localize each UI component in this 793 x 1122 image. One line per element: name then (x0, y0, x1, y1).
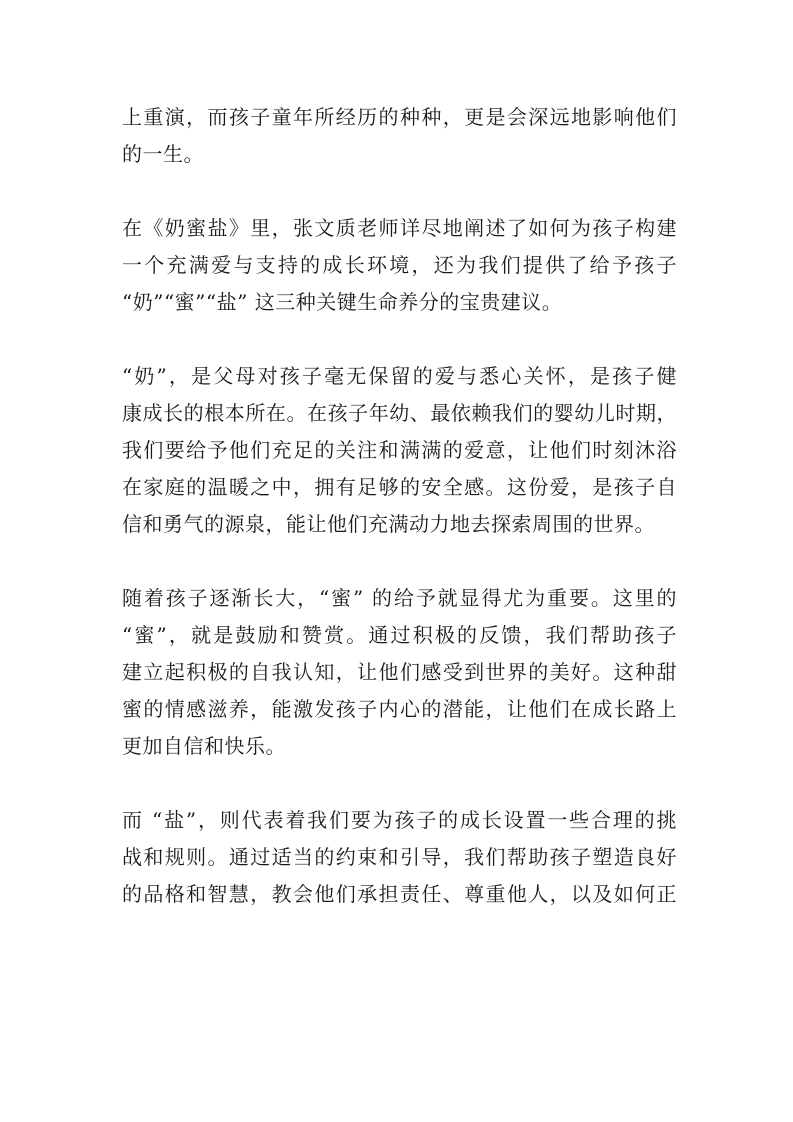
paragraph-1 (122, 99, 677, 173)
paragraph-line: “蜜”，就是鼓励和赞赏。通过积极的反馈，我们帮助孩子 (122, 623, 677, 647)
paragraph-line: 更加自信和快乐。 (122, 734, 286, 758)
paragraph-line: 而 “盐”，则代表着我们要为孩子的成长设置一些合理的挑 (122, 808, 677, 832)
paragraph-line: 康成长的根本所在。在孩子年幼、最依赖我们的婴幼儿时期， (122, 401, 677, 425)
paragraph-line: 的品格和智慧，教会他们承担责任、尊重他人，以及如何正 (122, 882, 677, 906)
paragraph-line: 信和勇气的源泉，能让他们充满动力地去探索周围的世界。 (122, 512, 655, 536)
paragraph-line: 建立起积极的自我认知，让他们感受到世界的美好。这种甜 (122, 660, 677, 684)
paragraph-line: 随着孩子逐渐长大，“蜜” 的给予就显得尤为重要。这里的 (122, 586, 677, 610)
paragraph-4 (122, 580, 677, 765)
paragraph-line: 我们要给予他们充足的关注和满满的爱意，让他们时刻沐浴 (122, 438, 677, 462)
paragraph-line: 在家庭的温暖之中，拥有足够的安全感。这份爱，是孩子自 (122, 475, 677, 499)
paragraph-line: 蜜的情感滋养，能激发孩子内心的潜能，让他们在成长路上 (122, 697, 677, 721)
paragraph-line: “奶”“蜜”“盐” 这三种关键生命养分的宝贵建议。 (122, 290, 563, 314)
paragraph-line: 在《奶蜜盐》里，张文质老师详尽地阐述了如何为孩子构建 (122, 216, 677, 240)
paragraph-line: 一个充满爱与支持的成长环境，还为我们提供了给予孩子 (122, 253, 677, 277)
paragraph-2 (122, 210, 677, 321)
paragraph-5 (122, 802, 677, 913)
paragraph-line: “奶”，是父母对孩子毫无保留的爱与悉心关怀，是孩子健 (122, 364, 677, 388)
paragraph-line: 上重演，而孩子童年所经历的种种，更是会深远地影响他们 (122, 105, 677, 129)
paragraph-line: 战和规则。通过适当的约束和引导，我们帮助孩子塑造良好 (122, 845, 677, 869)
document-body (122, 99, 677, 950)
paragraph-3 (122, 358, 677, 543)
paragraph-line: 的一生。 (122, 142, 204, 166)
